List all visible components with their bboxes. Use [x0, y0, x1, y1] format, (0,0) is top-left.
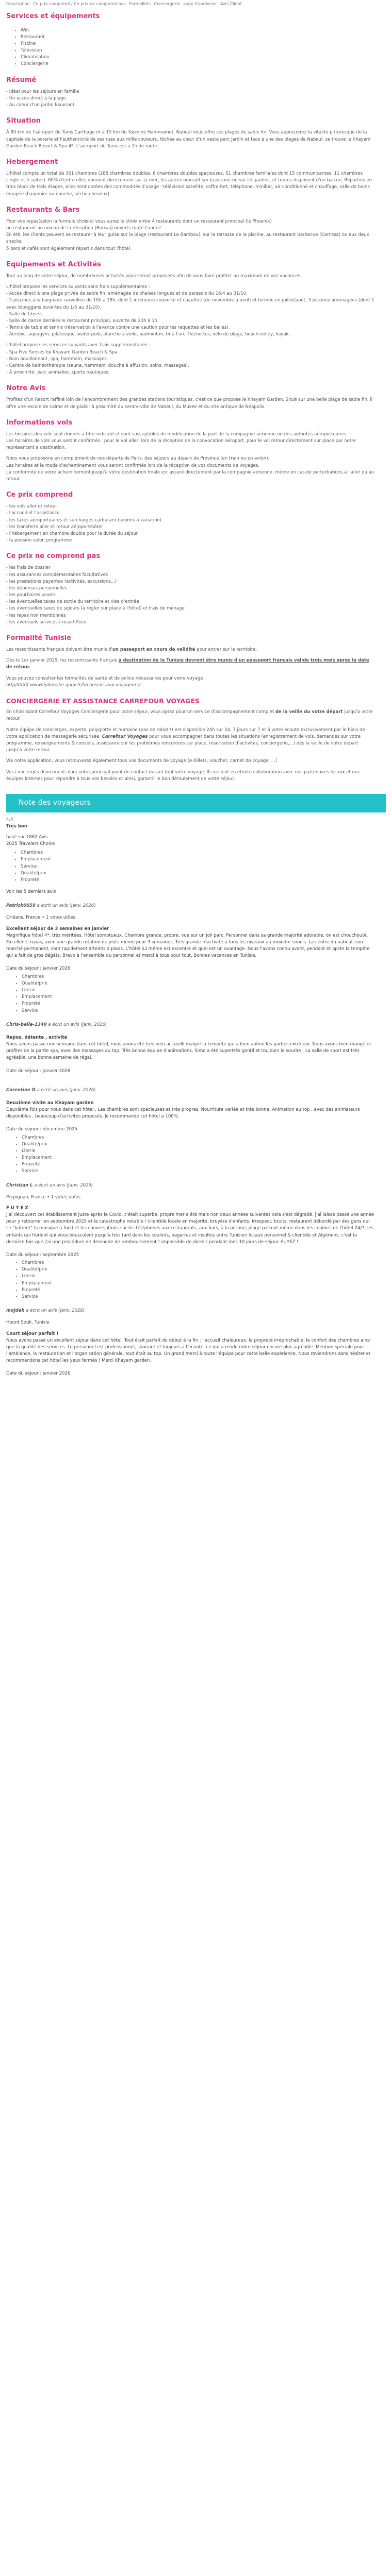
review-categories	[6, 1134, 374, 1175]
review	[6, 1087, 374, 1175]
paragraph: Pour vos repas(selon la formule choisie) vous aurez le choix entre 4 restaurants dont un restaurant principal (le Phoenix)	[6, 218, 272, 224]
list-item: - À proximité: parc animalier, sports nautiques.	[6, 370, 110, 376]
list-item: - les frais de dossier	[6, 565, 51, 571]
situation-text: À 80 km de l'aéroport de Tunis Carthage et à 15 km de Yasmine Hammamet, Nabeul vous offre ses plages de sable fin. Vous apprécierez la vitalité pittoresque de la capitale de la poterie et l'authenticité de ses rues aux mille couleurs. Nichée au cœur d'un vaste parc jardin et face à une des plages de Nabeul, se trouve le Khayam Garden Beach Resort & Spa 4*. L'aéroport de Tunis est à 1h de route.	[6, 130, 371, 149]
list-item: • Emplacement	[22, 994, 374, 1001]
list-item: • Chambres	[22, 974, 374, 980]
see-all-reviews-link[interactable]: Voir les 5 derniers avis	[6, 889, 56, 895]
paragraph: 5 bars et cafés sont également répartis dans tout l'hôtel.	[6, 246, 132, 251]
necomprend-list	[6, 565, 374, 626]
list-item: • Propreté	[22, 1287, 374, 1294]
review-date: Date du séjour : septembre 2025	[6, 1252, 79, 1258]
text: Les ressortissants français doivent être munis d'	[6, 647, 112, 653]
list-item: • Chambres	[21, 850, 374, 856]
list-item: • Emplacement	[22, 1280, 374, 1287]
review-text: Magnifique hôtel 4*, très méritées. Hôtel somptueux. Chambre grande, propre, vue sur un joli parc. Personnel dans sa grande majorité adorable, on est chouchouté. Excellents repas, avec une grande rotation de plats même pour 3 semaines. Très grande réactivité à tous les niveaux au moindre soucis. La centre du nabeul, son marché permanent, sont rapidement atteints à pieds. L'hôtel lui même est excentré et quel est un avantage. Nous l'avons connu avant, pendant et après la tempête qui a fait de gros dégâts. Bravo à l'ensemble du personnel et merci à tous pour tout. Bonnes vacances en Tunisie.	[6, 933, 370, 959]
paragraph: Nous vous proposons en complément de nos départs de Paris, des séjours au départ de Province (en train ou en avion).	[6, 456, 270, 462]
text: pour entrer sur le territoire.	[195, 647, 257, 653]
paragraph: La conformité de votre acheminement jusqu'à votre destination finale est assuré directement par la compagnie aérienne, même en cas de perturbations à l'aller ou au retour.	[6, 469, 374, 482]
services-title: Services et équipements	[6, 12, 100, 21]
conciergerie-title: CONCIERGERIE ET ASSISTANCE CARREFOUR VOYAGES	[6, 697, 200, 705]
list-item: - Un accès direct à la plage	[6, 95, 66, 101]
review-title: Court séjour parfait !	[6, 1331, 59, 1336]
author-suffix: a écrit un avis (janv. 2026)	[46, 1022, 107, 1027]
conciergerie-p1	[6, 709, 374, 722]
text-bold: Carrefour Voyages	[102, 734, 148, 739]
list-item: • Chambres	[22, 1134, 374, 1141]
list-item: - Spa Five Senses by Khayam Garden Beach & Spa	[6, 349, 118, 355]
free-services	[6, 284, 374, 338]
review-author	[6, 1022, 374, 1028]
award-label: 2025 Travelers Choice	[6, 841, 55, 847]
paragraph: Les horaires et le mode d'acheminement vous seront confirmés lors de la réception de vos documents de voyages.	[6, 463, 259, 468]
list-item: - Bain bouillonnant, spa, hammam, massages	[6, 356, 107, 362]
list-item: - Au coeur d'un jardin luxuriant	[6, 103, 75, 108]
paid-services	[6, 342, 374, 376]
nav-link-avis-client[interactable]: Avis Client	[220, 2, 242, 6]
review-date: Date du séjour : janvier 2026	[6, 1068, 71, 1074]
text: pour vous accompagner dans toutes les situations (enregistrement de vols, demandes sur votre programme, renseignements & conseils, assistance sur les problèmes rencontrés sur place, réservation d'activités, conciergerie,...) dès la veille de votre départ jusqu'à votre retour.	[6, 734, 361, 753]
list-item: • Literie	[22, 1148, 374, 1155]
top-nav	[6, 0, 374, 10]
situation-title: Situation	[6, 117, 41, 125]
thumbs-up-icon: •	[42, 915, 45, 921]
list-item: • Wifi	[21, 27, 374, 34]
author-suffix: a écrit un avis (janv. 2026)	[35, 1087, 96, 1093]
list-item: - les vols aller et retour	[6, 504, 57, 510]
review-categories	[6, 1260, 374, 1300]
text-bold: de la veille du votre départ	[275, 709, 343, 715]
conciergerie-p3: Via notre application, vous retrouverez également tous vos documents de voyage (e-billets, voucher, carnet de voyage, ...)	[6, 758, 278, 764]
formalite-2025	[6, 657, 374, 671]
hebergement-text: L'hôtel compte un total de 361 chambres (288 chambres doubles, 6 chambres doubles spacieuses, 51 chambres familiales dont 15 communicantes, 11 chambres single et 5 suites). 60% d'entre elles donnent directement sur la mer, les autres ouvrant sur la piscine ou sur les jardins, et toutes disposent d'un balcon. Réparties en trois blocs de trois étages, elles sont dotées des commodités d'usage : télévision satellite, coffre-fort, téléphone, minibar, air conditionné et chauffage, salle de bains équipée (baignoire ou douche, sèche-cheveux).	[6, 171, 372, 197]
paragraph: Les horaires de vols vous seront confirmés : pour le vol aller, lors de la réception de la convocation aéroport, pour le vol retour directement sur place par notre représentant à destination.	[6, 438, 356, 451]
list-item: • Emplacement	[21, 856, 374, 863]
review-text: Nous avons passé un excellent séjour dans cet hôtel. Tout était parfait du début à la fin : l'accueil chaleureux, la propreté irréprochable, le confort des chambres ainsi que la qualité des services. Le personnel est professionnel, souriant et toujours à l'écoute, ce qui a rendu notre séjour encore plus agréable. Mention spéciale pour l'ambiance, la restauration et l'organisation générale, tout était au top. Un grand merci à toute l'équipe pour cette belle expérience. Nous reviendrons sans hésiter et recommandons cet hôtel les yeux fermés ! Merci Khayam garden .	[6, 1337, 371, 1364]
review-title: Excellent séjour de 3 semaines en janvier	[6, 926, 109, 931]
review	[6, 1308, 374, 1377]
rating-count: basé sur 1862 Avis	[6, 834, 48, 840]
rating-summary	[6, 817, 374, 896]
list-item: - Tennis de table et tennis (réservation à l'avance contre une caution pour les raquettes et les balles).	[6, 325, 230, 331]
review-categories	[6, 974, 374, 1014]
review-text: Deuxième fois pour nous dans cet hôtel . Les chambres sont spacieuses et très propres. Nourriture variée et très bonne. Animation au top , avec des animateurs disponibles , beaucoup d'activités proposés. Je recommande cet hôtel à 100%.	[6, 1107, 360, 1120]
restaurants-text	[6, 218, 374, 252]
origin: Orléans, France	[6, 915, 41, 921]
list-item: - Salle de danse derrière le restaurant principal, ouverte de 23h à 1h.	[6, 318, 159, 324]
author-suffix: a écrit un avis (janv. 2026)	[32, 1182, 93, 1188]
list-item: - la pension selon programme	[6, 538, 72, 544]
nav-link-formalites[interactable]: Formalités	[129, 2, 151, 6]
necomprend-title: Ce prix ne comprend pas	[6, 552, 101, 561]
thumbs-up-icon: •	[47, 1194, 50, 1200]
list-item: • Restaurant	[21, 34, 374, 41]
review-date: Date du séjour : janvier 2026	[6, 966, 71, 972]
list-item: • Service	[21, 863, 374, 870]
avis-title: Notre Avis	[6, 384, 46, 393]
list-item: • Propreté	[22, 1001, 374, 1007]
list-item: - les assurances complémentaires facultatives	[6, 572, 108, 578]
author-suffix: a écrit un avis (janv. 2026)	[35, 903, 96, 909]
rating-categories	[6, 850, 374, 884]
list-item: • Propreté	[21, 877, 374, 884]
review-title: F U Y E Z	[6, 1205, 28, 1211]
author-name[interactable]: Corentine D	[6, 1087, 36, 1093]
review-text: J'ai découvert cet établissement juste après le Covid, c'était superbe, propre mer a été mais non deux années suivantes cela s'est dégradé, j'ai laissé passé une année pour y retourner en septembre 2025 et la catastrophe notable ! clientèle locale en majorité, bruyère d'enfants, irrespect, bruits, restaurant débordé par des gens qui se "bâfrent" la musique à fond et les conversations sur les téléphones aux restaurants, aux bars, à la piscine, plage partout même dans les couloirs de l'hôtel 24/7, les enfants qui hurlent qui vous bousculent jusqu'à très tard dans les couloirs, bagarres et insultes entre Tunisien locaux personnel & clientèle et Algériens, c'est la dernière fois que j'ai une procédure de demande de remboursement ! impossible de dormir pendant mes 10 jours de séjour. FUYEZ !	[6, 1212, 374, 1245]
review	[6, 903, 374, 1014]
resume-list	[6, 89, 374, 109]
review-origin	[6, 1194, 374, 1201]
nav-link-prix[interactable]: Ce prix comprend / Ce prix ne comprend pas	[33, 2, 126, 6]
author-name[interactable]: Patrick0059	[6, 903, 36, 909]
list-item: - les pourboires usuels	[6, 592, 56, 598]
review-title: Deuxième visite au Khayam garden	[6, 1100, 94, 1106]
list-item: • Piscine	[21, 41, 374, 47]
votes: 1 votes utiles	[51, 1194, 80, 1200]
equipements-intro: Tout au long de votre séjour, de nombreuses activités vous seront proposées afin de vous faire profiter au maximum de vos vacances.	[6, 273, 302, 279]
list-item: • Qualité/prix	[22, 1141, 374, 1148]
list-item: • Chambres	[22, 1260, 374, 1266]
list-item: - Salle de fitness.	[6, 311, 44, 317]
review-title: Repos, détente , activité	[6, 1035, 68, 1040]
list-item: • Service	[22, 1168, 374, 1175]
rating-score: 4.4	[6, 817, 13, 822]
list-item: • Qualité/prix	[22, 980, 374, 987]
review-author	[6, 1087, 374, 1094]
formalite-health	[6, 675, 374, 689]
formalite-title: Formalité Tunisie	[6, 634, 71, 642]
passport-validity-rule: à destination de la Tunisie devront être munis d'un passeport français valide trois mois après la date de retour.	[6, 658, 369, 670]
review-date: Date du séjour : janvier 2026	[6, 1371, 71, 1377]
paragraph: un restaurant au niveau de la réception (Bonsaï) ouverts toute l'année.	[6, 226, 163, 231]
list-item: - les taxes aéroportuaires et surcharges carburant (soumis à variation)	[6, 517, 162, 523]
text: En choisissant Carrefour Voyages Conciergerie pour votre séjour, vous optez pour un service d'accompagnement complet	[6, 709, 275, 715]
tripadvisor-logo: Logo tripadvisor	[183, 2, 217, 6]
review-text: Nous avons passé une semaine dans cet hôtel, nous avons été très bien accueilli malgré la tempête qui a bien abîmé les parties extérieur. Nous avons bien mangé et profiter de la partie spa, avec des massages au top. Très bonne équipe d'animations, Simo a été supertrès gentil et toujours le sourire . La salle de sport est très agréable, une bonne semaine de régal.	[6, 1042, 371, 1061]
author-name[interactable]: Chris-belle-1340	[6, 1022, 47, 1027]
restaurants-title: Restaurants & Bars	[6, 206, 80, 214]
author-name[interactable]: Christian L	[6, 1182, 33, 1188]
list-item: • Emplacement	[22, 1155, 374, 1161]
list-item: - les dépenses personnelles	[6, 585, 68, 591]
paid-services-title: L'hôtel propose les services suivants avec frais supplémentaires :	[6, 343, 151, 348]
formalite-passport	[6, 647, 374, 653]
notes-banner: Note des voyageurs	[6, 794, 386, 812]
author-name[interactable]: mojdeh	[6, 1308, 25, 1314]
resume-title: Résumé	[6, 76, 37, 84]
review	[6, 1022, 374, 1075]
hebergement-title: Hebergement	[6, 158, 58, 166]
review-author	[6, 1182, 374, 1189]
list-item: - Aérobic, aquagym, pilâtesque, water-polo, planche à voile, badminton, tir à l'arc, fléchettes, vélo de plage, beach-volley, kayak.	[6, 332, 290, 337]
free-services-title: L'hôtel propose les services suivants sans frais supplémentaires :	[6, 284, 150, 290]
list-item: - Accès direct à une plage privée de sable fin, aménagée de chaises longues et de parasols du 16/4 au 31/10.	[6, 291, 248, 297]
nav-link-description[interactable]: Description	[6, 2, 30, 6]
list-item: - les éventuelles taxes de séjours (à régler sur place à l'hôtel) et frais de ménage	[6, 606, 185, 612]
list-item: • Service	[22, 1294, 374, 1300]
review-origin	[6, 914, 374, 921]
list-item: - les transferts aller et retour aéroport/hôtel	[6, 524, 103, 530]
text: jusqu'à votre retour.	[6, 709, 373, 722]
review	[6, 1182, 374, 1301]
origin: Perpignan, France	[6, 1194, 46, 1200]
list-item: • Télévision	[21, 47, 374, 54]
list-item: - les repas non mentionnés	[6, 613, 66, 618]
comprend-list	[6, 503, 374, 544]
paragraph: En été, les clients peuvent se restaurer à leur guise sur la plage (restaurant Le Bambou), sur la terrasse de la piscine, au restaurant barbecue (Carrissa) ou aux deux snacks.	[6, 232, 369, 245]
list-item: - l'hébergement en chambre double pour la durée du séjour	[6, 531, 138, 536]
list-item: • Qualité/prix	[22, 1266, 374, 1273]
review-date: Date du séjour : décembre 2025	[6, 1127, 77, 1132]
list-item: - Centre de balnéothérapie (sauna, hammam, douche à affusion, soins, massages).	[6, 363, 189, 368]
list-item: • Service	[22, 1008, 374, 1014]
votes: 1 votes utiles	[45, 915, 76, 921]
list-item: • Literie	[22, 987, 374, 994]
text: Vous pouvez consulter les formalités de santé et de police nécessaires pour votre voyage :	[6, 675, 206, 681]
list-item: • Conciergerie	[21, 61, 374, 67]
list-item: - les éventuelles taxes de sortie du territoire et visa d'entrée	[6, 599, 139, 605]
list-item: • Propreté	[22, 1161, 374, 1168]
list-item: - l'accueil et l'assistance	[6, 511, 60, 516]
text: Notre équipe de concierges, experte, polyglotte et humaine (pas de robot !) est disponible 24h sur 24, 7 jours sur 7 et à votre écoute exclusivement par le biais de votre application de messagerie sécurisée,	[6, 727, 365, 739]
author-suffix: a écrit un avis (janv. 2026)	[24, 1308, 85, 1314]
list-item: - les éventuels services / resort Fees	[6, 619, 86, 625]
list-item: • Literie	[22, 1273, 374, 1280]
diplomatie-link[interactable]: http/XXXX.wwwdiplomatie.gouv.fr/fr/conseils-aux-voyageurs/	[6, 682, 140, 688]
infos-vols-title: Informations vols	[6, 418, 73, 427]
comprend-title: Ce prix comprend	[6, 491, 73, 499]
services-list	[6, 27, 374, 68]
conciergerie-p4: Vos concierges deviennent alors votre principal point de contact durant tout votre voyage. Ils veillent en étroite collaboration avec nos partenaires locaux et nos équipes internes pour répondre à tous vos besoins et ainsi, garantir le bon déroulement de votre séjour.	[6, 769, 360, 782]
paragraph: Les horaires des vols sont donnés à titre indicatif et sont susceptibles de modification de la part de la compagnie aérienne ou des autorités aéroportuaires.	[6, 431, 348, 437]
list-item: - 5 piscines à la baignade surveillée de 10h à 18h, dont 1 intérieure couverte et chauffée (de novembre à avril) et fermée en juillet/août, 3 piscines aménagées (dont 1 avec toboggans ouvertes du 1/5 au 31/10).	[6, 298, 374, 310]
nav-link-conciergerie[interactable]: Conciergerie	[154, 2, 181, 6]
list-item: • Qualité/prix	[21, 870, 374, 877]
review-author	[6, 1308, 374, 1314]
list-item: - Idéal pour les séjours en famille	[6, 89, 79, 94]
rating-label: Très bon	[6, 823, 27, 829]
list-item: • Climatisation	[21, 54, 374, 61]
avis-text: Profitez d'un Resort raffiné loin de l'encombrement des grandes stations touristiques, c'est ce que propose le Khayam Garden. Situé sur une belle plage de sable fin, il offre une escale de calme et de plaisir à proximité du centre-ville de Nabeul, du Musée et du site antique de Néapolis.	[6, 397, 373, 410]
conciergerie-p2	[6, 727, 374, 754]
text: Dès le 1er janvier 2025, les ressortissants français	[6, 658, 119, 664]
equipements-title: Equipements et Activités	[6, 260, 101, 268]
list-item: - les prestations payantes (activités, excursions...)	[6, 579, 117, 584]
review-origin: Hount Souk, Tunisie	[6, 1320, 50, 1326]
review-author	[6, 903, 374, 909]
passport-requirement: un passeport en cours de validité	[112, 647, 196, 653]
